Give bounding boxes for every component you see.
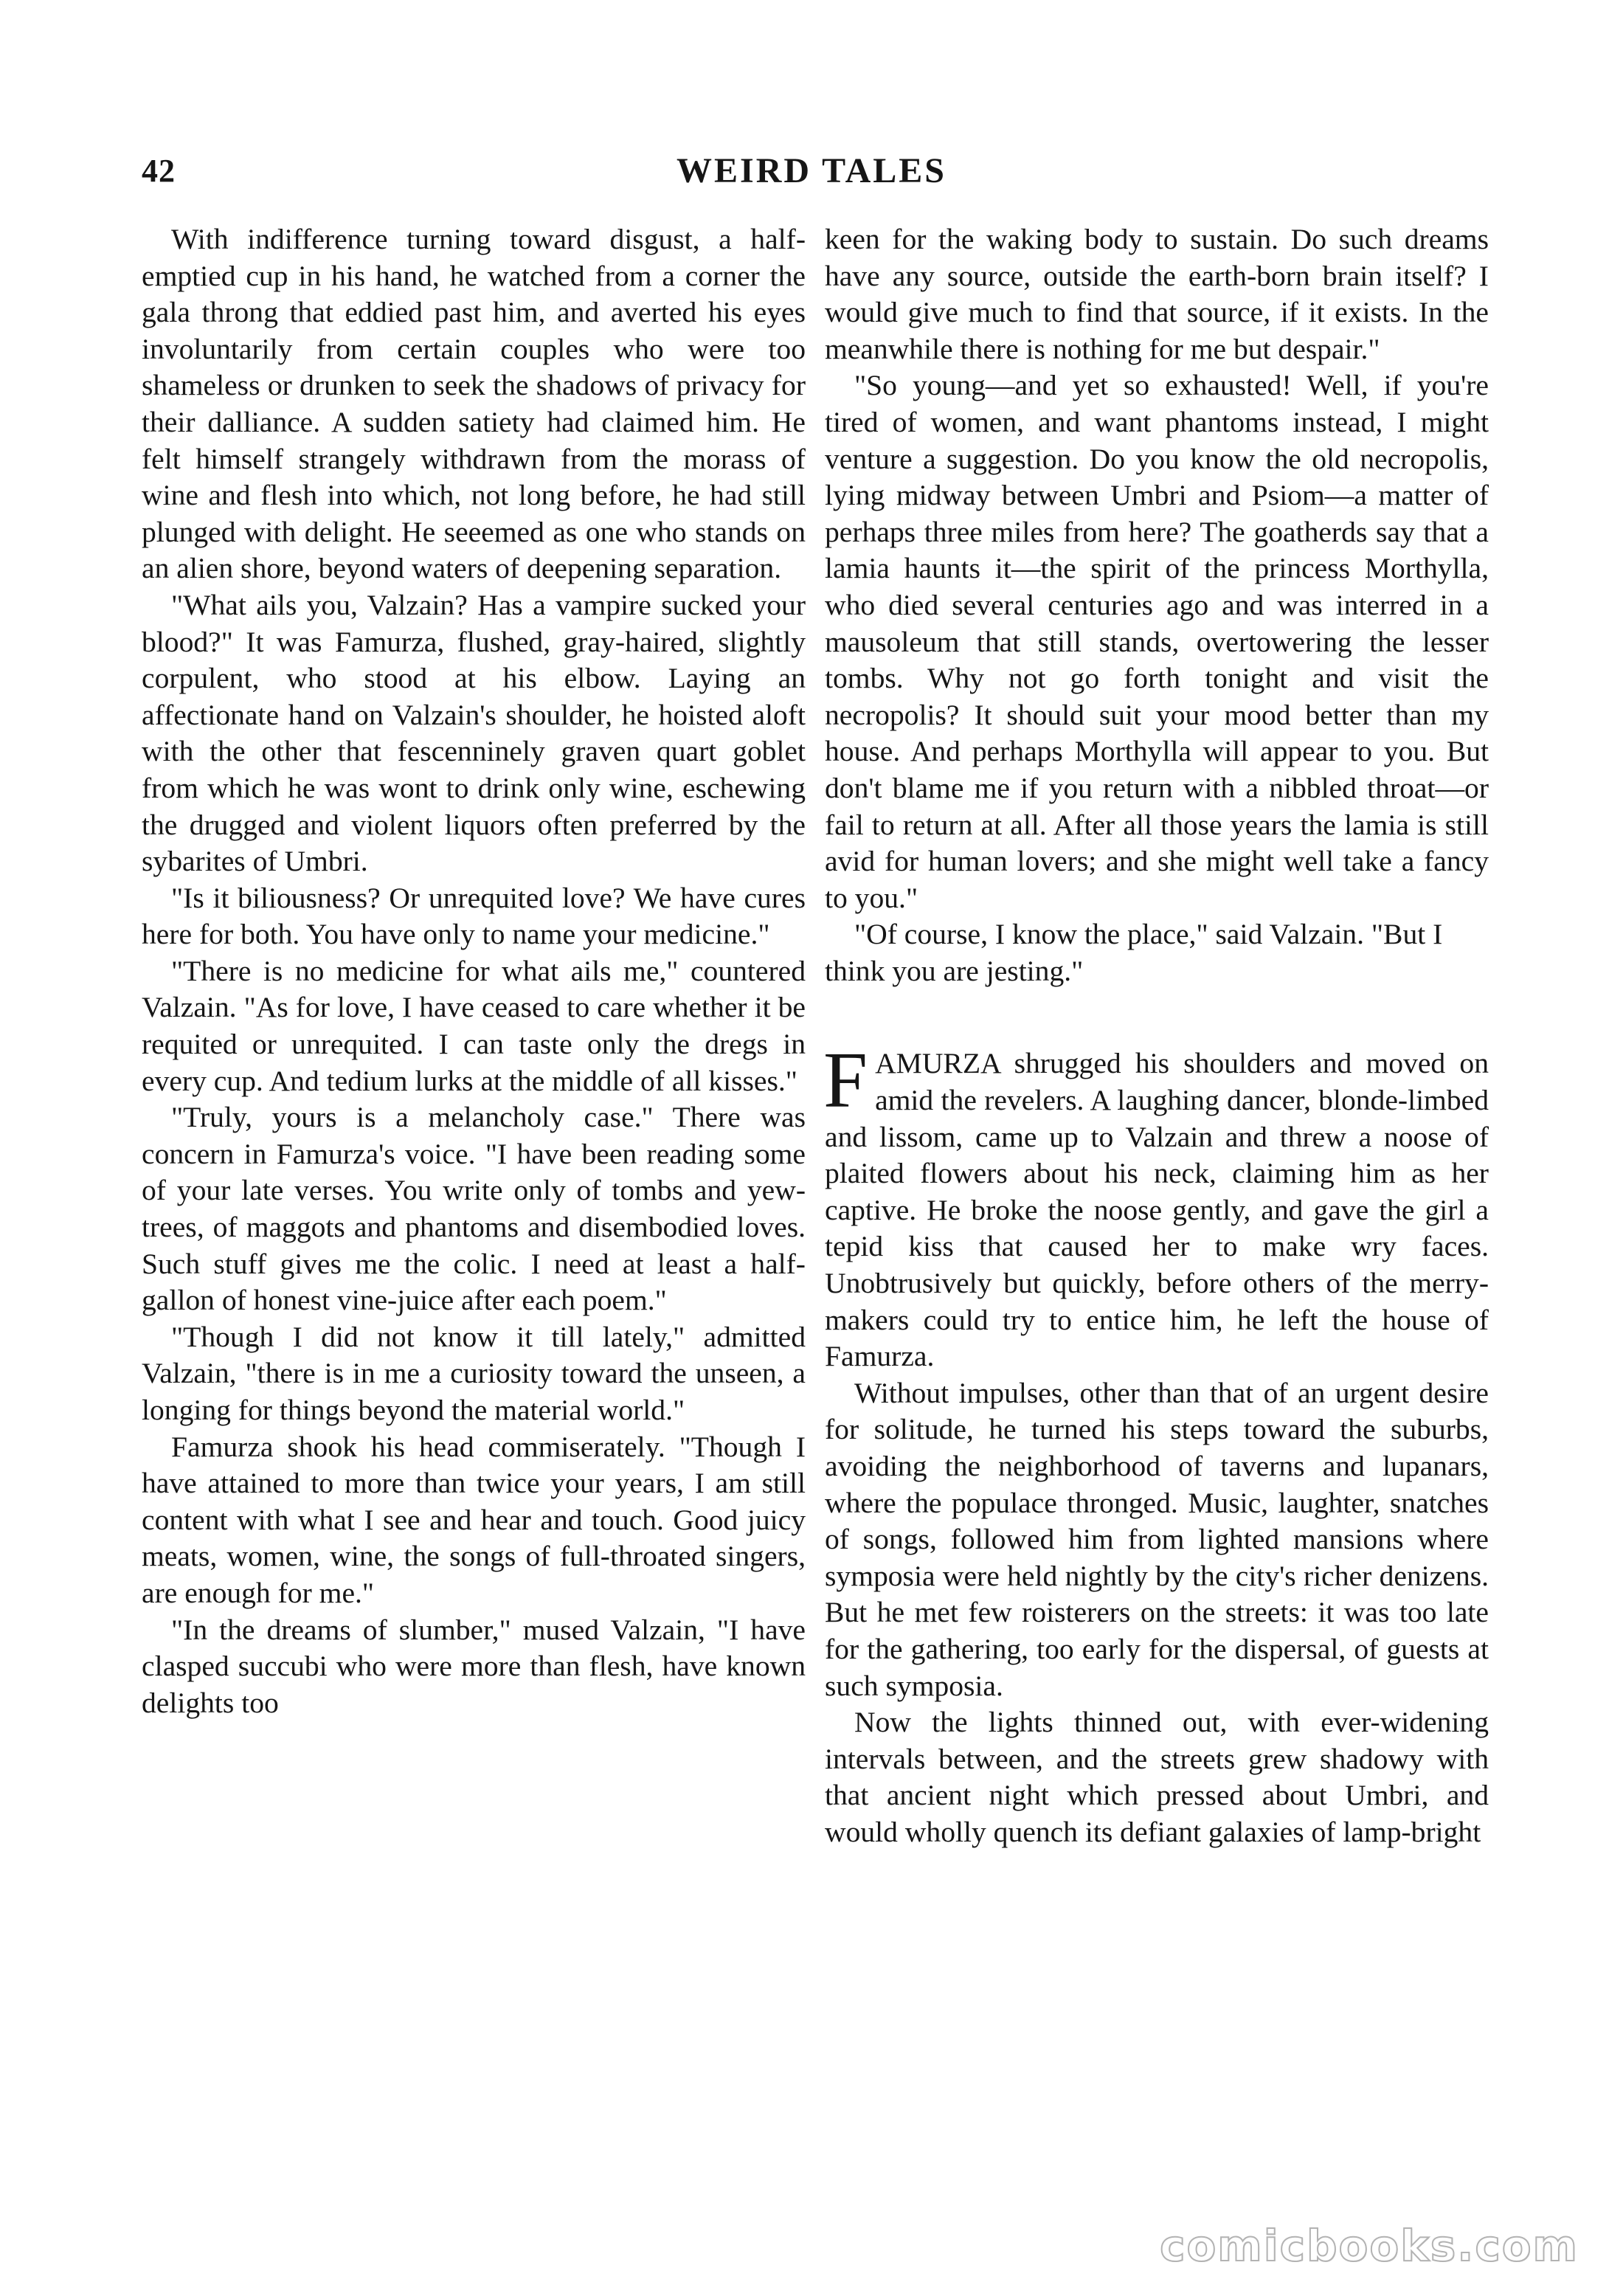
running-head-title: WEIRD TALES — [676, 151, 947, 190]
paragraph: Now the lights thinned out, with ever-widening intervals between, and the streets grew shadowy with that ancient night which pressed about Umbri, and would wholly quench its defiant galaxies of lamp-bright — [825, 1706, 1489, 1848]
section-break — [825, 989, 1489, 1045]
page-number: 42 — [142, 153, 176, 189]
drop-cap-paragraph — [823, 1037, 1489, 1375]
left-column — [142, 221, 806, 1721]
drop-cap-paragraph-text: AMURZA shrugged his shoulders and moved on amid the revelers. A laughing dancer, blonde-limbed and lissom, came up to Valzain and threw a noose of plaited flowers about his neck, claiming him as her captive. He broke the noose gently, and gave the girl a tepid kiss that caused her to make wry faces. Unobtrusively but quickly, before others of the merry-makers could try to entice him, he left the house of Famurza. — [825, 1047, 1489, 1373]
paragraph: "Truly, yours is a melancholy case." There was concern in Famurza's voice. "I have been reading some of your late verses. You write only of tombs and yew-trees, of maggots and phantoms and disembodied loves. Such stuff gives me the colic. I need at least a half-gallon of honest vine-juice after each poem." — [142, 1101, 806, 1317]
paragraph: "Of course, I know the place," said Valzain. "But I think you are jesting." — [825, 918, 1443, 987]
paragraph: "Though I did not know it till lately," admitted Valzain, "there is in me a curiosity toward the unseen, a longing for things beyond the material world." — [142, 1320, 806, 1426]
paragraph-continued: keen for the waking body to sustain. Do such dreams have any source, outside the earth-born brain itself? I would give much to find that source, if it exists. In the meanwhile there is nothing for me but despair." — [825, 223, 1489, 365]
paragraph: "There is no medicine for what ails me," countered Valzain. "As for love, I have ceased to care whether it be requited or unrequited. I can taste only the dregs in every cup. And tedium lurks at the middle of all kisses." — [142, 954, 806, 1097]
right-column — [825, 221, 1489, 1851]
paragraph: "In the dreams of slumber," mused Valzain, "I have clasped succubi who were more than flesh, have known delights too — [142, 1613, 806, 1719]
paragraph: "So young—and yet so exhausted! Well, if you're tired of women, and want phantoms instead, I might venture a suggestion. Do you know the old necropolis, lying midway between Umbri and Psiom—a matter of perhaps three miles from here? The goatherds say that a lamia haunts it—the spirit of the princess Morthylla, who died several centuries ago and was interred in a mausoleum that still stands, overtowering the lesser tombs. Why not go forth tonight and visit the necropolis? It should suit your mood better than my house. And perhaps Morthylla will appear to you. But don't blame me if you return with a nibbled throat—or fail to return at all. After all those years the lamia is still avid for human lovers; and she might well take a fancy to you." — [825, 369, 1489, 914]
paragraph: "What ails you, Valzain? Has a vampire sucked your blood?" It was Famurza, flushed, gray-haired, slightly corpulent, who stood at his elbow. Laying an affectionate hand on Valzain's shoulder, he hoisted aloft with the other that fescenninely graven quart goblet from which he was wont to drink only wine, eschewing the drugged and violent liquors often preferred by the sybarites of Umbri. — [142, 588, 806, 878]
paragraph: "Is it biliousness? Or unrequited love? We have cures here for both. You have only to name your medicine." — [142, 881, 806, 951]
drop-cap: F — [823, 1037, 868, 1125]
paragraph: With indifference turning toward disgust, a half-emptied cup in his hand, he watched from a corner the gala throng that eddied past him, and averted his eyes involuntarily from certain couples who were too shameless or drunken to seek the shadows of privacy for their dalliance. A sudden satiety had claimed him. He felt himself strangely withdrawn from the morass of wine and flesh into which, not long before, he had still plunged with delight. He seeemed as one who stands on an alien shore, beyond waters of deepening separation. — [142, 223, 806, 585]
watermark-logo: comicbooks.com — [1160, 2221, 1579, 2271]
paragraph: Famurza shook his head commiserately. "Though I have attained to more than twice your years, I am still content with what I see and hear and touch. Good juicy meats, women, wine, the songs of full-throated singers, are enough for me." — [142, 1430, 806, 1609]
paragraph: Without impulses, other than that of an urgent desire for solitude, he turned his steps toward the suburbs, avoiding the neighborhood of taverns and lupanars, where the populace thronged. Music, laughter, snatches of songs, followed him from lighted mansions where symposia were held nightly by the city's richer denizens. But he met few roisterers on the streets: it was too late for the gathering, too early for the dispersal, of guests at such symposia. — [825, 1376, 1489, 1702]
